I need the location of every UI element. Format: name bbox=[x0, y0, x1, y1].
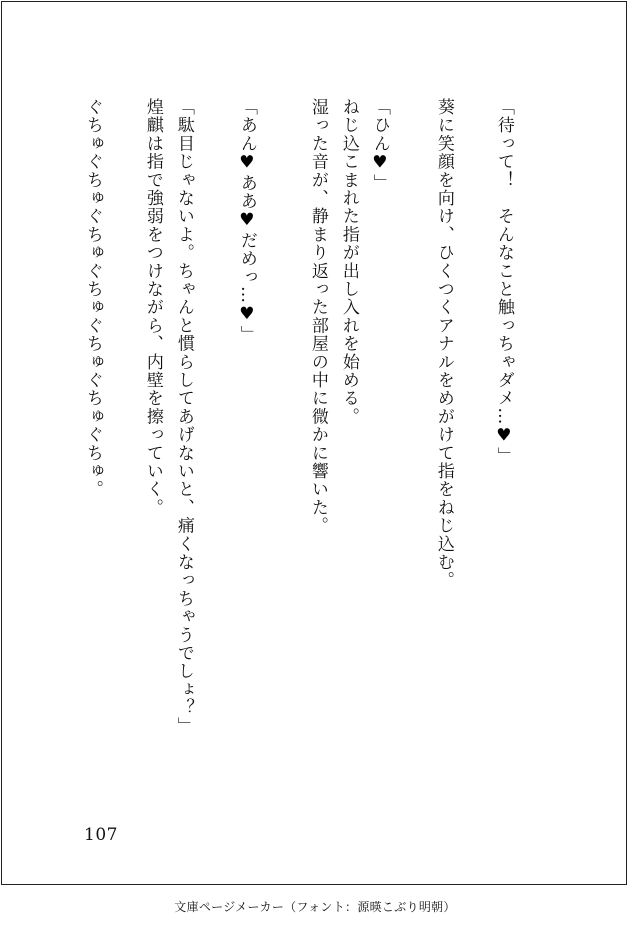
text-line: ぐちゅぐちゅぐちゅぐちゅぐちゅぐちゅぐちゅ。 bbox=[82, 98, 103, 499]
page-frame bbox=[1, 1, 627, 885]
heart-icon: ♥ bbox=[236, 304, 257, 326]
heart-icon: ♥ bbox=[369, 152, 390, 174]
footer-caption: 文庫ページメーカー（フォント：源暎こぶり明朝） bbox=[174, 900, 456, 914]
text-line: 「ひん♥」 bbox=[369, 98, 390, 193]
text-line: 「あん♥ああ♥だめっ…♥」 bbox=[236, 98, 257, 344]
text-line: 「駄目じゃないよ。ちゃんと慣らしてあげないと、痛くなっちゃうでしょ？」 bbox=[173, 98, 194, 735]
text-line: 葵に笑顔を向け、ひくつくアナルをめがけて指をねじ込む。 bbox=[433, 98, 454, 590]
text-line: 煌麒は指で強弱をつけながら、内壁を擦っていく。 bbox=[142, 98, 163, 517]
text-line: ねじ込こまれた指が出し入れを始める。 bbox=[338, 98, 359, 426]
text-line: 湿った音が、静まり返った部屋の中に微かに響いた。 bbox=[307, 98, 328, 535]
text-line: 「待って！ そんなこと触っちゃダメ…♥」 bbox=[493, 98, 514, 466]
page-number: 107 bbox=[84, 825, 118, 845]
heart-icon: ♥ bbox=[236, 210, 257, 232]
heart-icon: ♥ bbox=[493, 425, 514, 447]
heart-icon: ♥ bbox=[236, 152, 257, 174]
